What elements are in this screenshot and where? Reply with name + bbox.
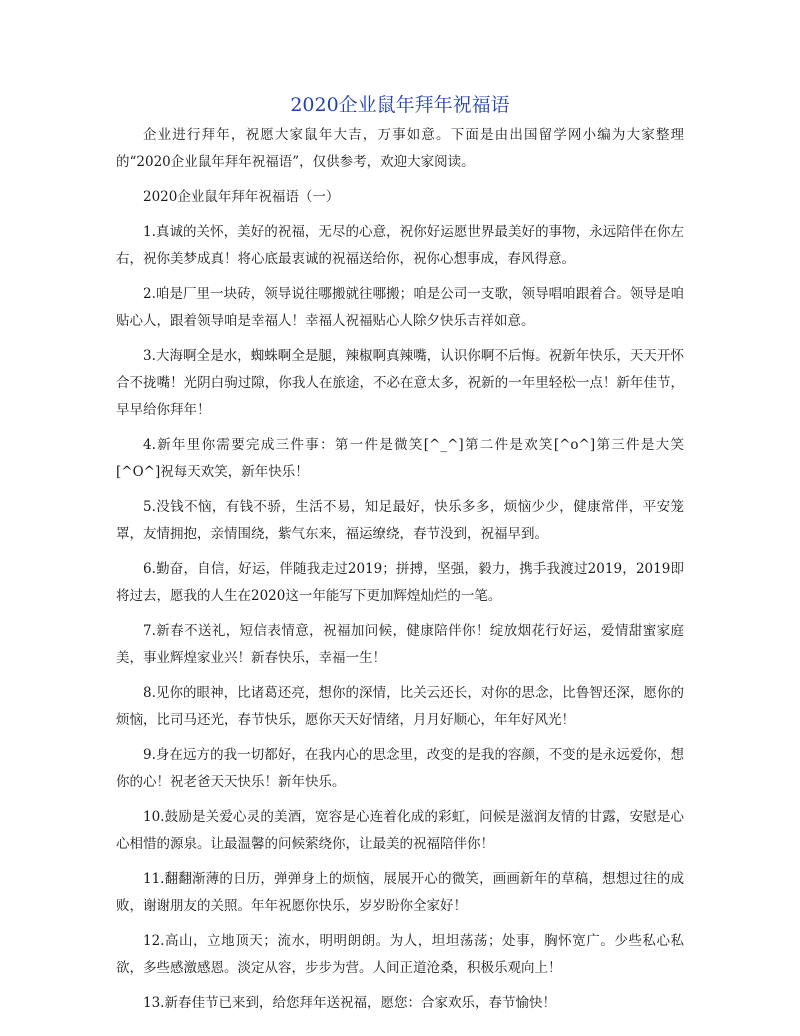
greeting-item: 4.新年里你需要完成三件事：第一件是微笑[^_^]第二件是欢笑[^o^]第三件是大笑[^O^]祝每天欢笑，新年快乐！ bbox=[116, 437, 684, 480]
greeting-item: 2.咱是厂里一块砖，领导说往哪搬就往哪搬；咱是公司一支歌，领导唱咱跟着合。领导是咱贴心人，跟着领导咱是幸福人！幸福人祝福贴心人除夕快乐吉祥如意。 bbox=[116, 286, 684, 329]
greeting-item: 12.高山，立地顶天；流水，明明朗朗。为人，坦坦荡荡；处事，胸怀宽广。少些私心私欲，多些感激感恩。淡定从容，步步为营。人间正道沧桑，积极乐观向上！ bbox=[116, 933, 684, 976]
intro-paragraph: 企业进行拜年，祝愿大家鼠年大吉，万事如意。下面是由出国留学网小编为大家整理的“2020企业鼠年拜年祝福语”，仅供参考，欢迎大家阅读。 bbox=[116, 127, 684, 170]
greeting-item: 13.新春佳节已来到，给您拜年送祝福，愿您：合家欢乐，春节愉快！ bbox=[143, 995, 556, 1011]
greeting-item: 7.新春不送礼，短信表情意，祝福加问候，健康陪伴你！绽放烟花行好运，爱情甜蜜家庭美，事业辉煌家业兴！新春快乐，幸福一生！ bbox=[116, 623, 684, 666]
greeting-item: 1.真诚的关怀，美好的祝福，无尽的心意，祝你好运愿世界最美好的事物，永远陪伴在你左右，祝你美梦成真！将心底最衷诚的祝福送给你，祝你心想事成，春风得意。 bbox=[116, 224, 684, 267]
greeting-item: 8.见你的眼神，比诸葛还亮，想你的深情，比关云还长，对你的思念，比鲁智还深，愿你的烦恼，比司马还光，春节快乐，愿你天天好情绪，月月好顺心，年年好风光！ bbox=[116, 685, 684, 728]
greeting-item: 3.大海啊全是水，蜘蛛啊全是腿，辣椒啊真辣嘴，认识你啊不后悔。祝新年快乐，天天开怀合不拢嘴！光阴白驹过隙，你我人在旅途，不必在意太多，祝新的一年里轻松一点！新年佳节，早早给你拜年！ bbox=[116, 348, 684, 418]
greeting-item: 10.鼓励是关爱心灵的美酒，宽容是心连着化成的彩虹，问候是滋润友情的甘露，安慰是心心相惜的源泉。让最温馨的问候萦绕你，让最美的祝福陪伴你！ bbox=[116, 809, 684, 852]
document-page bbox=[116, 92, 684, 1025]
document-title: 2020企业鼠年拜年祝福语 bbox=[290, 94, 510, 116]
greeting-item: 9.身在远方的我一切都好，在我内心的思念里，改变的是我的容颜，不变的是永远爱你，想你的心！祝老爸天天快乐！新年快乐。 bbox=[116, 747, 684, 790]
greeting-item: 5.没钱不恼，有钱不骄，生活不易，知足最好，快乐多多，烦恼少少，健康常伴，平安笼罩，友情拥抱，亲情围绕，紫气东来，福运缭绕，春节没到，祝福早到。 bbox=[116, 499, 684, 542]
greeting-item: 11.翻翻渐薄的日历，弹弹身上的烦恼，展展开心的微笑，画画新年的草稿，想想过往的成败，谢谢朋友的关照。年年祝愿你快乐，岁岁盼你全家好！ bbox=[116, 871, 684, 914]
greeting-item: 6.勤奋，自信，好运，伴随我走过2019；拼搏，坚强，毅力，携手我渡过2019，2019即将过去，愿我的人生在2020这一年能写下更加辉煌灿烂的一笔。 bbox=[116, 561, 684, 604]
section-heading: 2020企业鼠年拜年祝福语（一） bbox=[143, 189, 340, 205]
